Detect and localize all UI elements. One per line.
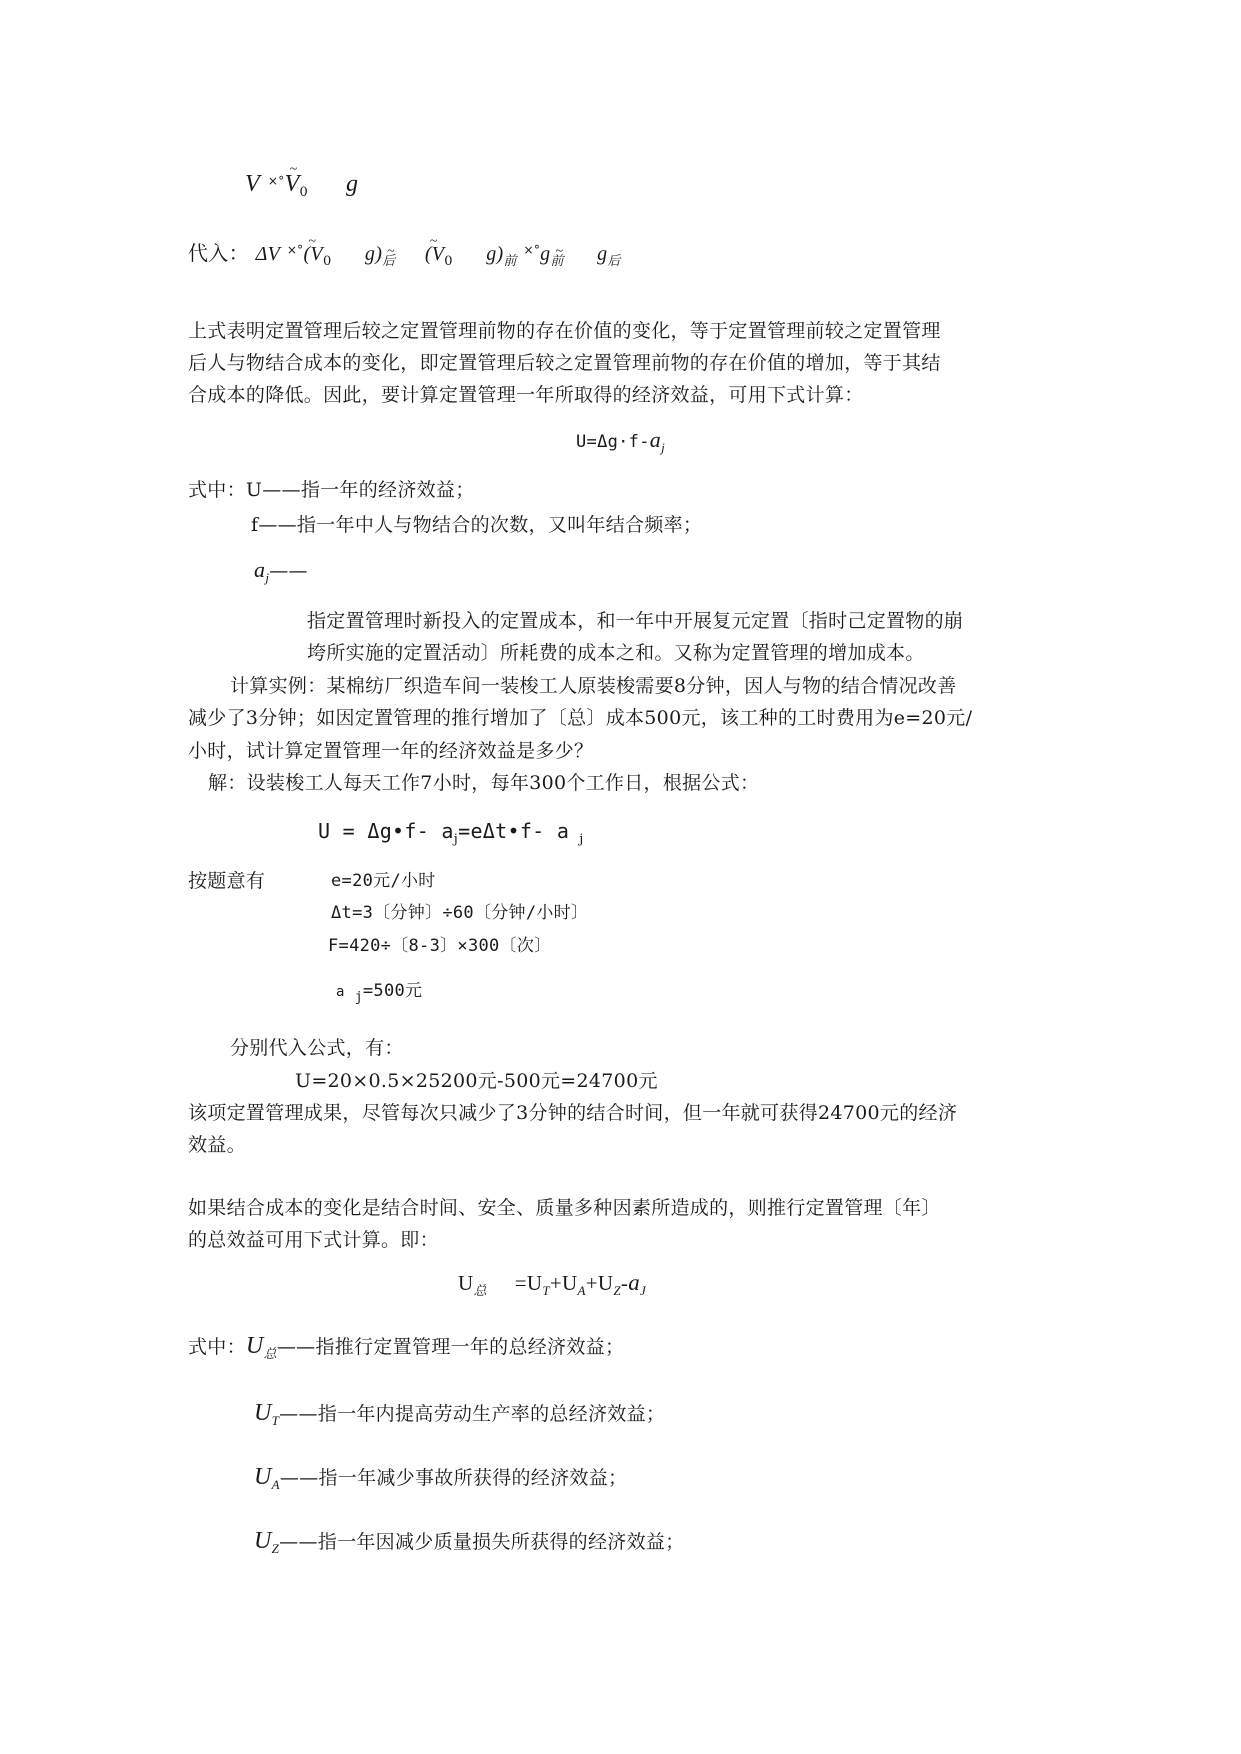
substitute-text: 分别代入公式，有： — [230, 1037, 404, 1059]
definition-ua-symbol: U — [254, 1464, 272, 1490]
definition-aj-desc-2: 垮所实施的定置活动〕所耗费的成本之和。又称为定置管理的增加成本。 — [307, 642, 925, 664]
formula-total-j: J — [640, 1283, 647, 1298]
definition-ut-symbol: U — [254, 1400, 272, 1426]
definition-f: f——指一年中人与物结合的次数，又叫年结合频率； — [251, 514, 703, 536]
given-aj-sub: j — [354, 990, 363, 1005]
para2-line-1: 如果结合成本的变化是结合时间、安全、质量多种因素所造成的，则推行定置管理〔年〕 — [188, 1197, 941, 1219]
given-delta-t: Δt=3〔分钟〕÷60〔分钟/小时〕 — [331, 903, 589, 923]
solution-formula-left: U = Δg•f- a — [318, 819, 454, 843]
result-line: U=20×0.5×25200元-500元=24700元 — [295, 1070, 658, 1092]
substitution-close2: ) — [496, 243, 504, 265]
formula-total-eq: =U — [514, 1271, 543, 1295]
solution-formula-sub1: j — [453, 832, 459, 847]
given-label: 按题意有 — [188, 870, 266, 892]
definition-ua — [254, 1464, 627, 1498]
substitution-g2: g — [486, 243, 497, 265]
definition-aj-dash: —— — [269, 560, 308, 582]
definition-uz-sub: Z — [271, 1541, 280, 1556]
substitution-before-sub: 前 — [503, 253, 517, 268]
given-f: F=420÷〔8-3〕×300〔次〕 — [328, 936, 552, 956]
formula-u-a: a — [649, 427, 662, 452]
formula-total-u: U — [458, 1271, 474, 1295]
definition-ut-desc: ——指一年内提高劳动生产率的总经济效益； — [279, 1403, 666, 1425]
substitution-after-sub: ~ $_后$ — [382, 253, 395, 268]
conclusion-line-2: 效益。 — [188, 1134, 246, 1156]
definition-uz-symbol: U — [254, 1528, 272, 1554]
definition-uz — [254, 1528, 684, 1562]
given-aj-value: =500元 — [362, 981, 423, 1001]
formula-g: g — [345, 171, 359, 197]
formula-v0-sub: 0 — [299, 185, 309, 200]
substitution-line — [188, 237, 621, 275]
formula-total-plus2: +U — [585, 1271, 614, 1295]
substitution-g3-sub: ~ $_前$ — [550, 253, 563, 268]
substitution-part1: ~ (V — [303, 243, 322, 265]
given-e: e=20元/小时 — [331, 871, 436, 891]
formula-total-a-sub: A — [577, 1283, 586, 1298]
para1-line-1: 上式表明定置管理后较之定置管理前物的存在价值的变化，等于定置管理前较之定置管理 — [188, 320, 941, 342]
substitution-delta-v: ΔV — [255, 243, 281, 265]
formula-total-minus: - — [620, 1271, 629, 1295]
solution-formula-mid: =eΔt•f- a — [458, 819, 570, 843]
formula-u — [0, 427, 1241, 461]
formula-value — [245, 168, 358, 206]
substitution-sub0: 0 — [322, 254, 332, 269]
definition-aj-sub: j — [265, 570, 270, 585]
formula-v: V — [245, 171, 260, 197]
example-line-1: 计算实例：某棉纺厂织造车间一装梭工人原装梭需要8分钟，因人与物的结合情况改善 — [230, 675, 957, 697]
given-aj — [336, 978, 422, 1011]
formula-total-z: Z — [613, 1283, 621, 1298]
substitution-g4-sub: 后 — [607, 253, 621, 268]
definition-u — [188, 477, 475, 503]
definition-aj-desc-1: 指定置管理时新投入的定置成本，和一年中开展复元定置〔指时己定置物的崩 — [307, 610, 964, 632]
definition-uz-desc: ——指一年因减少质量损失所获得的经济效益； — [279, 1531, 685, 1553]
para2-line-2: 的总效益可用下式计算。即： — [188, 1229, 439, 1251]
definition-total-desc: ——指推行定置管理一年的总经济效益； — [276, 1336, 625, 1358]
substitution-label: 代入： — [188, 241, 249, 265]
substitution-part2: ~ (V — [425, 243, 444, 265]
definition-total — [188, 1333, 624, 1367]
substitution-sub0b: 0 — [444, 254, 453, 269]
definition-total-symbol: U — [245, 1333, 264, 1359]
definition-ut-sub: T — [271, 1413, 280, 1428]
solution-formula — [318, 818, 584, 853]
formula-u-sub: j — [661, 440, 665, 455]
para1-line-2: 后人与物结合成本的变化，即定置管理后较之定置管理前物的存在价值的增加，等于其结 — [188, 352, 941, 374]
substitution-eq: ×° — [286, 243, 304, 257]
formula-total-sub: 总 — [473, 1283, 487, 1298]
solution-intro: 解：设装梭工人每天工作7小时，每年300个工作日，根据公式： — [208, 772, 760, 794]
solution-formula-sub2: j — [579, 832, 584, 847]
formula-total — [458, 1270, 646, 1304]
formula-total-plus1: +U — [549, 1271, 578, 1295]
substitution-g1: g — [364, 243, 376, 265]
para1-line-3: 合成本的降低。因此，要计算定置管理一年所取得的经济效益，可用下式计算： — [188, 384, 864, 406]
formula-v0: ~ V — [285, 171, 300, 197]
example-line-3: 小时，试计算定置管理一年的经济效益是多少？ — [188, 740, 594, 762]
definitions2-prefix: 式中： — [188, 1336, 246, 1358]
definition-ua-desc: ——指一年减少事故所获得的经济效益； — [279, 1467, 628, 1489]
definition-aj-symbol: a — [254, 557, 266, 582]
definition-ua-sub: A — [271, 1477, 280, 1492]
substitution-eq2: ×° — [523, 243, 541, 257]
formula-eq-symbol: ×° — [267, 174, 285, 188]
conclusion-line-1: 该项定置管理成果，尽管每次只减少了3分钟的结合时间，但一年就可获得24700元的经济 — [188, 1102, 958, 1124]
formula-total-t: T — [542, 1283, 550, 1298]
substitution-g3: g — [540, 243, 551, 265]
formula-total-a: a — [628, 1270, 640, 1295]
substitution-close1: ) — [375, 243, 383, 265]
substitution-g4: g — [597, 243, 608, 265]
definition-aj — [254, 557, 308, 591]
given-aj-symbol: a — [336, 984, 345, 1000]
example-line-2: 减少了3分钟；如因定置管理的推行增加了〔总〕成本500元，该工种的工时费用为e=20元/ — [188, 707, 973, 729]
definitions1-prefix: 式中： — [188, 479, 246, 501]
definition-ut — [254, 1400, 665, 1434]
formula-u-text: U=Δg·f- — [576, 432, 650, 452]
definition-total-sub: 总 — [263, 1346, 277, 1361]
definition-u-text: U——指一年的经济效益； — [245, 479, 475, 501]
